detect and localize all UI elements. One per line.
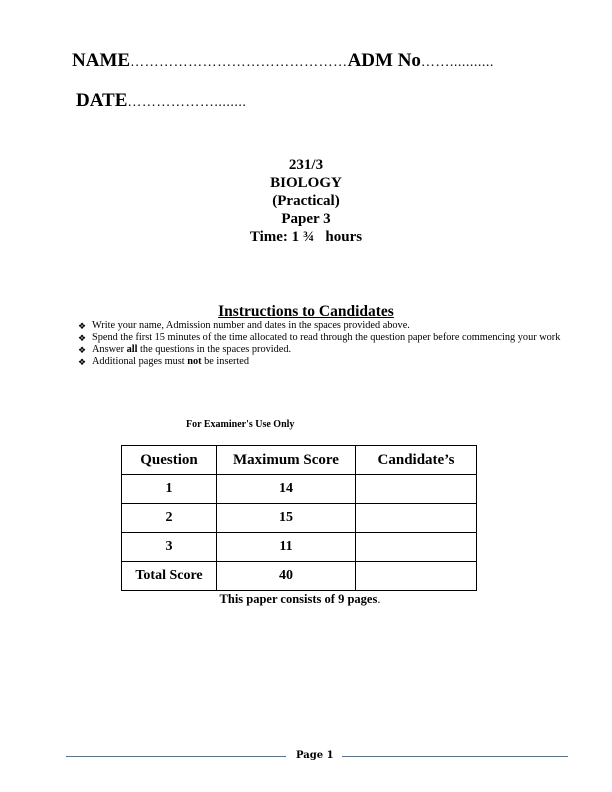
column-header: Maximum Score xyxy=(217,446,356,475)
table-row xyxy=(122,562,477,591)
score-table xyxy=(121,445,477,591)
candidate-score-cell[interactable] xyxy=(356,475,477,504)
date-line xyxy=(76,90,246,112)
instruction-item: ❖ Additional pages must not be inserted xyxy=(78,356,562,368)
question-cell: Total Score xyxy=(122,562,217,591)
max-score-cell: 11 xyxy=(217,533,356,562)
table-header-row xyxy=(122,446,477,475)
date-label: DATE xyxy=(76,90,128,111)
paper-number: Paper 3 xyxy=(281,211,331,227)
question-cell: 2 xyxy=(122,504,217,533)
adm-label: ADM No xyxy=(347,50,421,71)
column-header: Candidate’s xyxy=(356,446,477,475)
max-score-cell: 15 xyxy=(217,504,356,533)
table-row xyxy=(122,504,477,533)
footer-divider-right xyxy=(342,756,568,757)
page-number: Page 1 xyxy=(296,750,334,761)
candidate-score-cell[interactable] xyxy=(356,533,477,562)
subject: BIOLOGY xyxy=(270,175,342,191)
date-field[interactable]: ………………........ xyxy=(127,95,247,110)
table-row xyxy=(122,533,477,562)
footer-divider-left xyxy=(66,756,286,757)
max-score-cell: 40 xyxy=(217,562,356,591)
instructions-list xyxy=(78,320,562,368)
instruction-item: ❖ Answer all the questions in the spaces provided. xyxy=(78,344,562,356)
candidate-score-cell[interactable] xyxy=(356,504,477,533)
max-score-cell: 14 xyxy=(217,475,356,504)
paper-code: 231/3 xyxy=(288,157,324,173)
paper-type: (Practical) xyxy=(272,193,340,209)
instruction-item: ❖ Write your name, Admission number and dates in the spaces provided above. xyxy=(78,320,562,332)
question-cell: 1 xyxy=(122,475,217,504)
pages-note: This paper consists of 9 pages. xyxy=(219,592,381,606)
time-allowed: Time: 1 ¾ hours xyxy=(249,229,363,245)
table-row xyxy=(122,475,477,504)
question-cell: 3 xyxy=(122,533,217,562)
examiner-caption: For Examiner's Use Only xyxy=(186,419,295,430)
name-line xyxy=(72,50,494,72)
adm-field[interactable]: ……........... xyxy=(420,55,494,70)
column-header: Question xyxy=(122,446,217,475)
instructions-heading: Instructions to Candidates xyxy=(218,303,394,320)
instruction-item: ❖ Spend the first 15 minutes of the time allocated to read through the question paper before commencing your work xyxy=(78,332,562,344)
name-label: NAME xyxy=(72,50,131,71)
candidate-score-cell[interactable] xyxy=(356,562,477,591)
name-field[interactable]: ……………………………………… xyxy=(130,55,348,70)
